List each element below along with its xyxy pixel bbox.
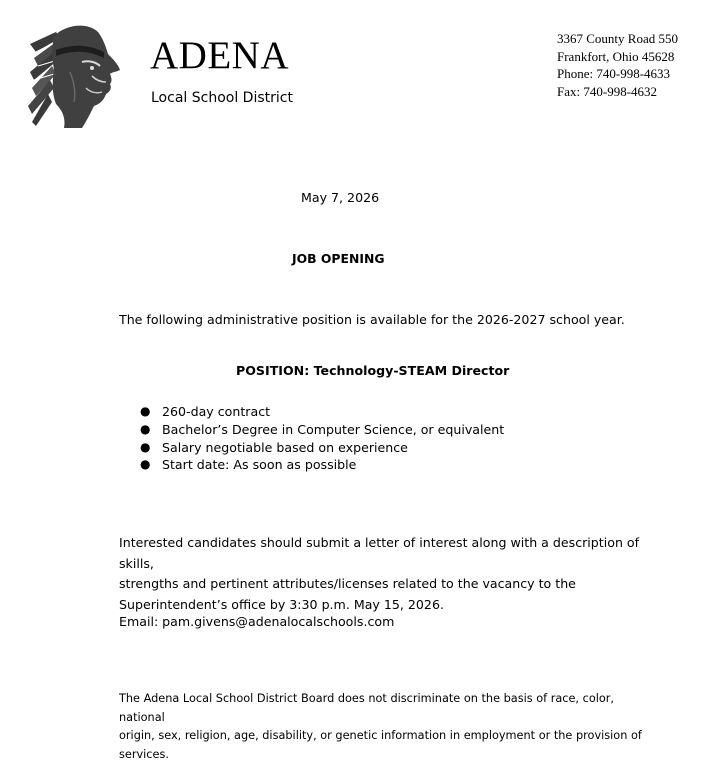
nondiscrimination-disclaimer	[119, 690, 649, 764]
instructions-paragraph	[119, 533, 659, 615]
requirements-list	[140, 403, 504, 474]
instructions-line: Interested candidates should submit a letter of interest along with a description of skills,	[119, 535, 640, 571]
list-item: ● 260-day contract	[140, 404, 271, 419]
address-city: Frankfort, Ohio 45628	[557, 48, 675, 64]
instructions-line: strengths and pertinent attributes/licenses related to the vacancy to the	[119, 576, 576, 591]
position-title: POSITION: Technology-STEAM Director	[236, 363, 510, 378]
address-block	[557, 30, 678, 100]
indian-head-logo-icon	[26, 22, 124, 130]
district-subtitle: Local School District	[151, 90, 293, 106]
address-street: 3367 County Road 550	[557, 31, 678, 46]
intro-paragraph: The following administrative position is available for the 2026-2027 school year.	[119, 312, 625, 327]
address-fax: Fax: 740-998-4632	[557, 83, 658, 99]
contact-email: Email: pam.givens@adenalocalschools.com	[119, 614, 395, 629]
bullet-icon: ●	[140, 439, 151, 454]
disclaimer-line: origin, sex, religion, age, disability, or genetic information in employment or the provision of	[119, 729, 642, 742]
list-item: ● Bachelor’s Degree in Computer Science, or equivalent	[140, 421, 505, 437]
bullet-icon: ●	[140, 421, 151, 436]
bullet-icon: ●	[140, 404, 151, 418]
district-name: ADENA	[150, 34, 289, 77]
list-item: ● Start date: As soon as possible	[140, 457, 357, 473]
disclaimer-line: The Adena Local School District Board does not discriminate on the basis of race, color, national	[119, 692, 615, 724]
disclaimer-line: services.	[119, 747, 169, 761]
address-phone: Phone: 740-998-4633	[557, 66, 671, 81]
job-opening-heading: JOB OPENING	[292, 251, 385, 266]
instructions-line: Superintendent’s office by 3:30 p.m. May 15, 2026.	[119, 596, 444, 612]
letter-date: May 7, 2026	[301, 190, 380, 205]
list-item: ● Salary negotiable based on experience	[140, 439, 408, 455]
bullet-icon: ●	[140, 457, 151, 472]
